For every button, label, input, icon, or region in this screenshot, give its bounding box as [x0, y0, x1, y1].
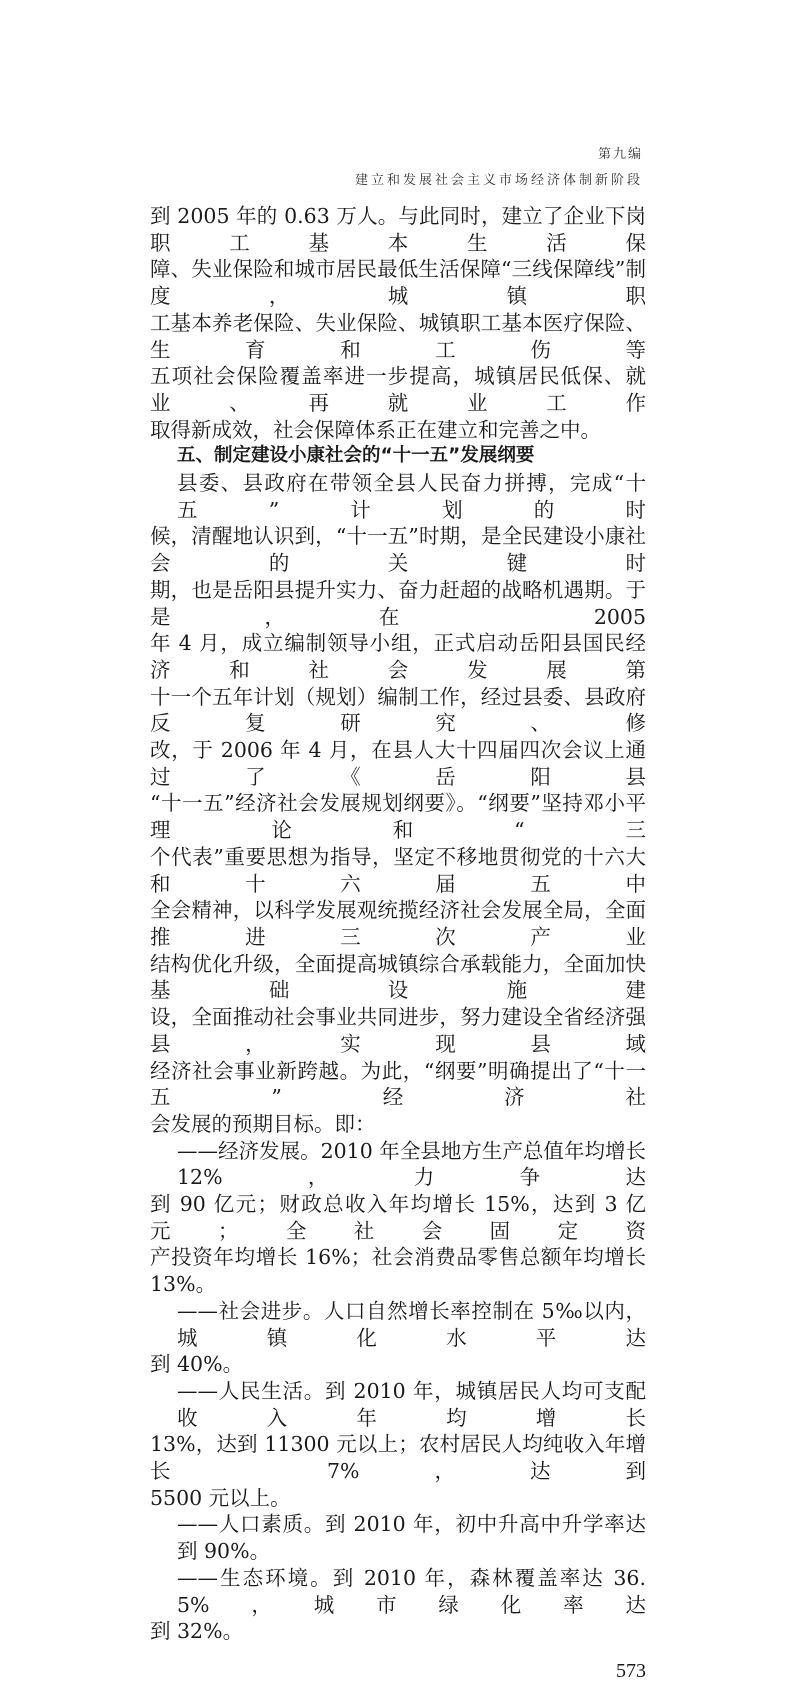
text-line: 障、失业保险和城市居民最低生活保障“三线保障线”制度，城镇职 [150, 257, 646, 309]
paragraph [150, 203, 646, 443]
paragraph [150, 470, 646, 1138]
text-line: 5500 元以上。 [150, 1485, 291, 1510]
text-line: 个代表”重要思想为指导，坚定不移地贯彻党的十六大和十六届五中 [150, 844, 646, 896]
paragraph [150, 1298, 646, 1378]
text-line: 期，也是岳阳县提升实力、奋力赶超的战略机遇期。于是，在 2005 [150, 577, 646, 629]
text-line: ——人口素质。到 2010 年，初中升高中升学率达到 90%。 [177, 1512, 646, 1564]
text-line: 工基本养老保险、失业保险、城镇职工基本医疗保险、生育和工伤等 [150, 310, 646, 362]
text-line: 年 4 月，成立编制领导小组，正式启动岳阳县国民经济和社会发展第 [150, 631, 646, 682]
text-line: ——经济发展。2010 年全县地方生产总值年均增长 12%，力争达 [177, 1138, 646, 1190]
paragraph [150, 1138, 646, 1298]
text-line: 会发展的预期目标。即： [150, 1111, 376, 1136]
text-line: 结构优化升级，全面提高城镇综合承载能力，全面加快基础设施建 [150, 951, 646, 1003]
text-line: 改，于 2006 年 4 月，在县人大十四届四次会议上通过了《岳阳县 [150, 738, 646, 789]
text-line: “十一五”经济社会发展规划纲要》。“纲要”坚持邓小平理论和“三 [150, 791, 646, 843]
text-line: 到 40%。 [150, 1352, 244, 1377]
text-line: 13%，达到 11300 元以上；农村居民人均纯收入年增长 7%，达到 [150, 1432, 646, 1484]
text-line: 到 2005 年的 0.63 万人。与此同时，建立了企业下岗职工基本生活保 [150, 204, 646, 255]
text-line: 候，清醒地认识到，“十一五”时期，是全民建设小康社会的关键时 [150, 524, 646, 576]
text-line: 到 32%。 [150, 1619, 244, 1644]
text-line: ——生态环境。到 2010 年，森林覆盖率达 36.5%，城市绿化率达 [177, 1565, 646, 1617]
text-line: 全会精神，以科学发展观统揽经济社会发展全局，全面推进三次产业 [150, 898, 646, 949]
text-line: 十一个五年计划（规划）编制工作，经过县委、县政府反复研究、修 [150, 684, 646, 736]
text-line: 设，全面推动社会事业共同进步，努力建设全省经济强县，实现县域 [150, 1005, 646, 1056]
running-head-part: 第九编 [597, 147, 643, 162]
page-number: 573 [616, 1659, 646, 1682]
text-line: ——人民生活。到 2010 年，城镇居民人均可支配收入年均增长 [177, 1378, 646, 1430]
paragraph [150, 1378, 646, 1512]
paragraph [150, 1565, 646, 1645]
text-line: ——社会进步。人口自然增长率控制在 5‰以内，城镇化水平达 [177, 1298, 646, 1350]
text-line: 取得新成效，社会保障体系正在建立和完善之中。 [150, 417, 601, 442]
page-content [150, 203, 646, 1683]
body-text [150, 203, 646, 1645]
text-line: 经济社会事业新跨越。为此，“纲要”明确提出了“十一五”经济社 [150, 1058, 646, 1110]
text-line: 县委、县政府在带领全县人民奋力拼搏，完成“十五”计划的时 [177, 471, 646, 522]
paragraph [150, 1511, 646, 1564]
text-line: 五、制定建设小康社会的“十一五”发展纲要 [177, 445, 535, 467]
text-line: 产投资年均增长 16%；社会消费品零售总额年均增长 13%。 [150, 1245, 646, 1297]
text-line: 到 90 亿元；财政总收入年均增长 15%，达到 3 亿元；全社会固定资 [150, 1192, 646, 1243]
text-line: 五项社会保险覆盖率进一步提高，城镇居民低保、就业、再就业工作 [150, 364, 646, 415]
section-heading [150, 443, 646, 470]
running-head-part-title: 建立和发展社会主义市场经济体制新阶段 [354, 173, 643, 188]
